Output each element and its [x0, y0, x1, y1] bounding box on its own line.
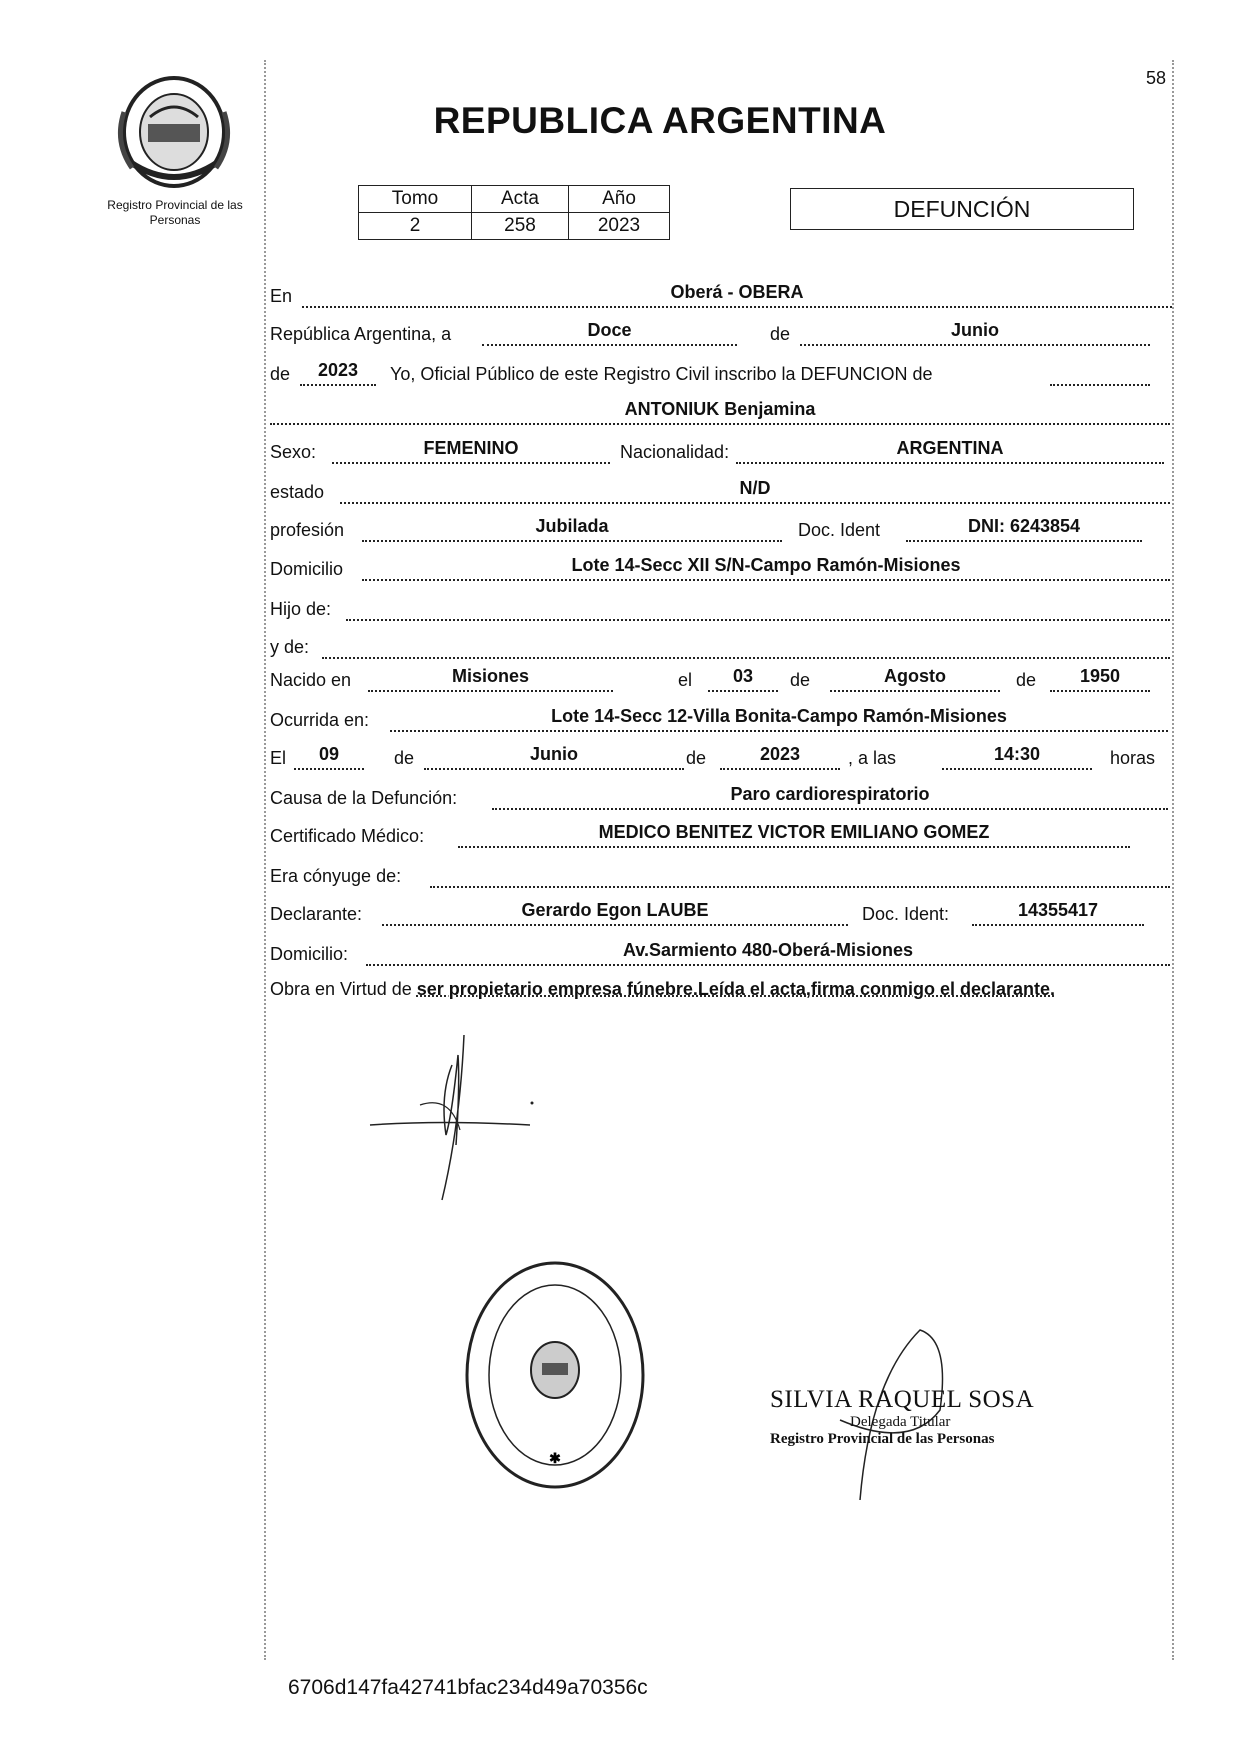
official-name: SILVIA RAQUEL SOSA	[770, 1386, 1035, 1413]
label-horas: horas	[1110, 748, 1156, 768]
label-doc2: Doc. Ident:	[862, 904, 950, 924]
row-yde	[270, 633, 1175, 663]
field-anio: 2023	[300, 360, 376, 386]
row-inscripcion	[270, 360, 1175, 390]
provincial-logo	[110, 72, 238, 190]
label-domicilio: Domicilio	[270, 559, 344, 579]
field-nombre: ANTONIUK Benjamina	[270, 399, 1170, 425]
label-el2: El	[270, 748, 287, 768]
row-domicilio2	[270, 940, 1175, 970]
field-certificado: MEDICO BENITEZ VICTOR EMILIANO GOMEZ	[458, 822, 1130, 848]
label-conyuge: Era cónyuge de:	[270, 866, 402, 886]
field-mes: Junio	[800, 320, 1150, 346]
row-hijo	[270, 595, 1175, 625]
registry-value-anio: 2023	[569, 213, 670, 240]
row-sexo	[270, 438, 1175, 468]
field-nac-anio: 1950	[1050, 666, 1150, 692]
row-causa	[270, 784, 1175, 814]
row-nombre	[270, 399, 1175, 429]
row-declarante	[270, 900, 1175, 930]
official-seal	[460, 1255, 650, 1495]
row-nacido	[270, 666, 1175, 696]
official-role: Delegada Titular	[850, 1414, 951, 1430]
row-estado	[270, 478, 1175, 508]
field-dia-texto: Doce	[482, 320, 737, 346]
field-nacionalidad: ARGENTINA	[736, 438, 1164, 464]
left-margin-line	[264, 60, 266, 1660]
official-org: Registro Provincial de las Personas	[770, 1431, 995, 1447]
field-nac-mes: Agosto	[830, 666, 1000, 692]
label-yde: y de:	[270, 637, 310, 657]
row-fecha-defuncion	[270, 744, 1175, 774]
label-certificado: Certificado Médico:	[270, 826, 425, 846]
field-hijo	[346, 595, 1170, 621]
registry-value-acta: 258	[472, 213, 569, 240]
label-nac-de2: de	[1016, 670, 1037, 690]
field-sexo: FEMENINO	[332, 438, 610, 464]
field-nacido-lugar: Misiones	[368, 666, 613, 692]
label-alas: , a las	[848, 748, 897, 768]
field-nac-dia: 03	[708, 666, 778, 692]
obra-paragraph	[270, 976, 1175, 1002]
label-declarante: Declarante:	[270, 904, 363, 924]
field-doc: DNI: 6243854	[906, 516, 1142, 542]
label-domicilio2: Domicilio:	[270, 944, 349, 964]
label-republica: República Argentina, a	[270, 324, 452, 344]
row-ocurrida	[270, 706, 1175, 736]
label-nacionalidad: Nacionalidad:	[620, 442, 730, 462]
registry-header-tomo: Tomo	[359, 186, 472, 213]
field-blank-1	[1050, 360, 1150, 386]
label-en: En	[270, 286, 293, 306]
logo-caption: Registro Provincial de las Personas	[107, 198, 243, 227]
label-hijo: Hijo de:	[270, 599, 332, 619]
svg-text:✱: ✱	[549, 1450, 561, 1466]
field-declarante: Gerardo Egon LAUBE	[382, 900, 848, 926]
field-domicilio: Lote 14-Secc XII S/N-Campo Ramón-Misiones	[362, 555, 1170, 581]
field-domicilio2: Av.Sarmiento 480-Oberá-Misiones	[366, 940, 1170, 966]
label-doc: Doc. Ident	[798, 520, 881, 540]
document-hash: 6706d147fa42741bfac234d49a70356c	[288, 1676, 648, 1699]
row-certificado	[270, 822, 1175, 852]
label-causa: Causa de la Defunción:	[270, 788, 458, 808]
page-number: 58	[1146, 68, 1167, 88]
row-fecha	[270, 320, 1175, 350]
official-block	[770, 1386, 1070, 1448]
label-de2: de	[270, 364, 291, 384]
label-sexo: Sexo:	[270, 442, 317, 462]
label-el: el	[678, 670, 693, 690]
row-lugar	[270, 282, 1175, 312]
label-obra: Obra en Virtud de	[270, 979, 412, 999]
field-hora: 14:30	[942, 744, 1092, 770]
row-profesion	[270, 516, 1175, 546]
row-domicilio	[270, 555, 1175, 585]
declarant-signature	[360, 1025, 600, 1215]
field-causa: Paro cardiorespiratorio	[492, 784, 1168, 810]
field-profesion: Jubilada	[362, 516, 782, 542]
label-nac-de: de	[790, 670, 811, 690]
document-title: REPUBLICA ARGENTINA	[433, 100, 887, 141]
field-def-anio: 2023	[720, 744, 840, 770]
registry-table	[358, 185, 670, 240]
record-type-box: DEFUNCIÓN	[790, 188, 1134, 230]
label-profesion: profesión	[270, 520, 345, 540]
row-conyuge	[270, 862, 1175, 892]
field-conyuge	[430, 862, 1170, 888]
label-de: de	[770, 324, 791, 344]
field-estado: N/D	[340, 478, 1170, 504]
field-ocurrida: Lote 14-Secc 12-Villa Bonita-Campo Ramón-Misiones	[390, 706, 1168, 732]
inscribo-text: Yo, Oficial Público de este Registro Civil inscribo la DEFUNCION de	[390, 364, 933, 384]
field-yde	[322, 633, 1170, 659]
field-doc2: 14355417	[972, 900, 1144, 926]
label-estado: estado	[270, 482, 325, 502]
registry-header-acta: Acta	[472, 186, 569, 213]
label-def-de: de	[394, 748, 415, 768]
label-def-de2: de	[686, 748, 707, 768]
label-nacido: Nacido en	[270, 670, 352, 690]
registry-header-anio: Año	[569, 186, 670, 213]
field-def-mes: Junio	[424, 744, 684, 770]
field-def-dia: 09	[294, 744, 364, 770]
field-lugar: Oberá - OBERA	[302, 282, 1172, 308]
label-ocurrida: Ocurrida en:	[270, 710, 370, 730]
field-obra: ser propietario empresa fúnebre.Leída el acta,firma conmigo el declarante.	[416, 979, 1055, 999]
registry-value-tomo: 2	[359, 213, 472, 240]
